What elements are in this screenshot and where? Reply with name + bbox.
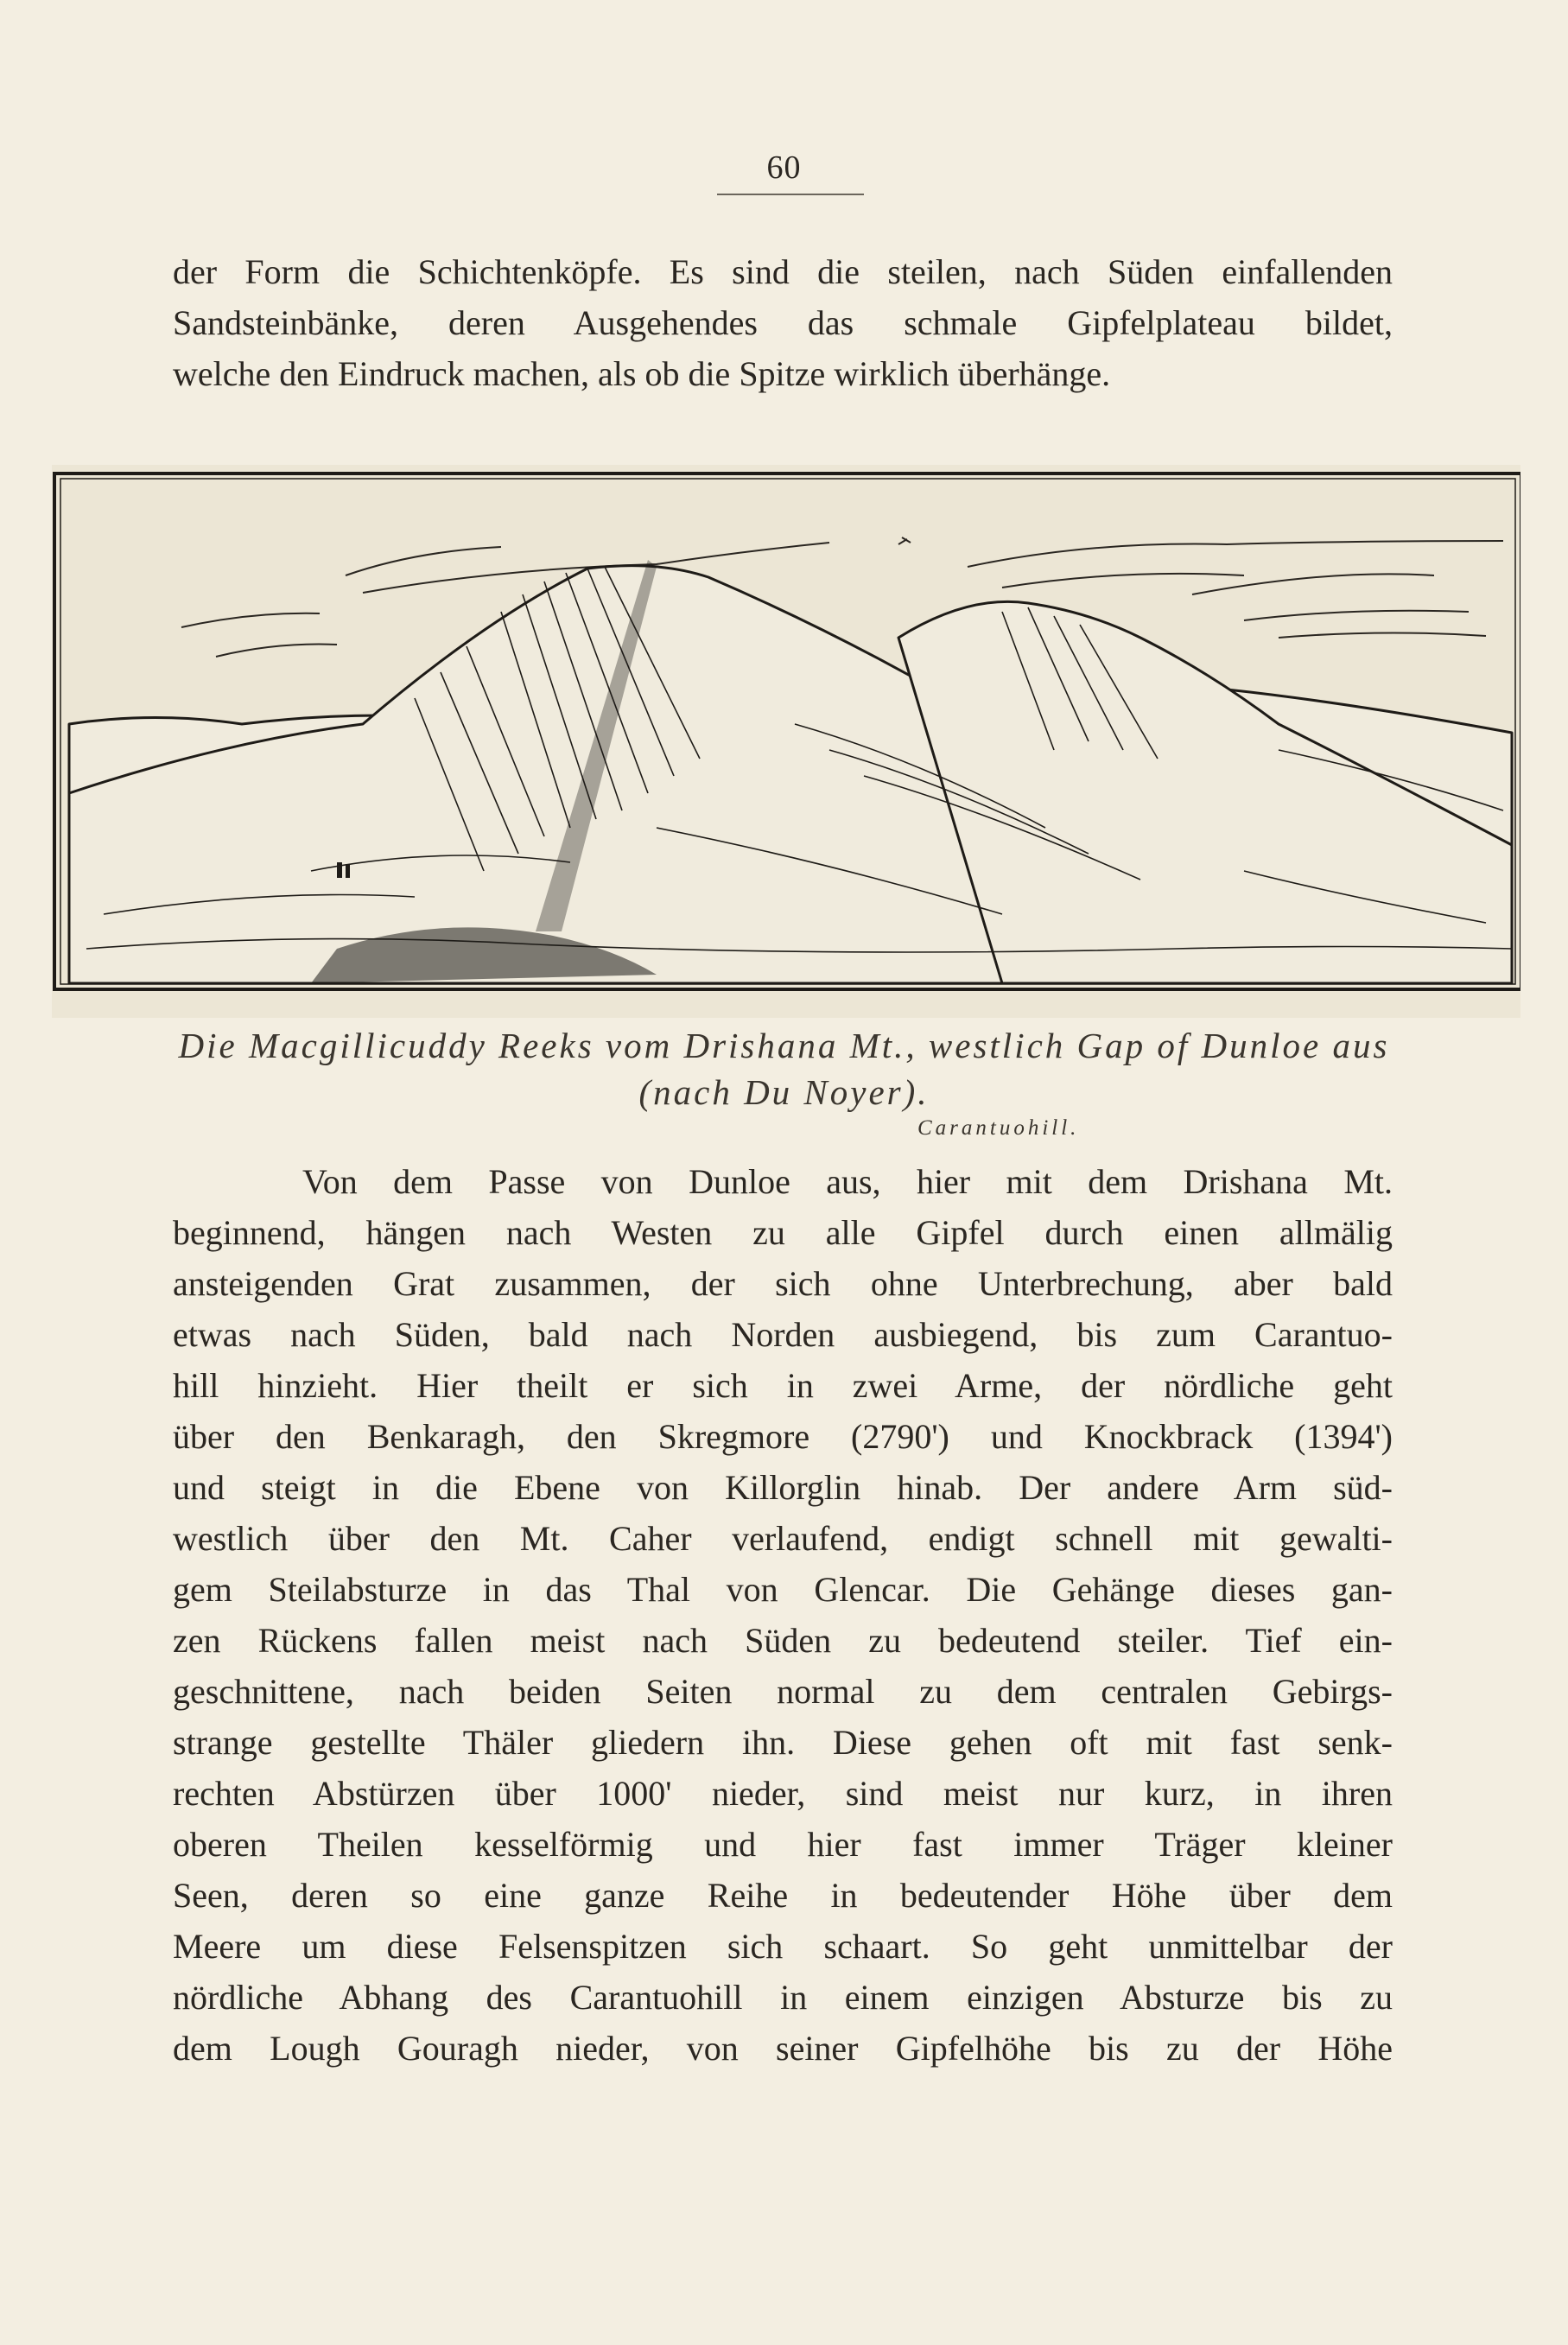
text-line: und steigt in die Ebene von Killorglin hinab. Der andere Arm süd- [173, 1468, 1393, 1507]
text-line: gem Steilabsturze in das Thal von Glencar. Die Gehänge dieses gan- [173, 1570, 1393, 1609]
text-line: welche den Eindruck machen, als ob die Spitze wirklich überhänge. [173, 354, 1111, 393]
text-line: etwas nach Süden, bald nach Norden ausbiegend, bis zum Carantuo- [173, 1315, 1393, 1354]
mountain-engraving [52, 465, 1520, 1018]
text-line: Meere um diese Felsenspitzen sich schaart. So geht unmittelbar der [173, 1927, 1393, 1966]
text-line: Seen, deren so eine ganze Reihe in bedeutender Höhe über dem [173, 1876, 1393, 1915]
text-line: geschnittene, nach beiden Seiten normal zu dem centralen Gebirgs- [173, 1672, 1393, 1711]
page-number-rule [717, 194, 864, 195]
text-line: westlich über den Mt. Caher verlaufend, endigt schnell mit gewalti- [173, 1519, 1393, 1558]
text-line: strange gestellte Thäler gliedern ihn. Diese gehen oft mit fast senk- [173, 1723, 1393, 1762]
text-line: hill hinzieht. Hier theilt er sich in zwei Arme, der nördliche geht [173, 1366, 1393, 1405]
top-paragraph [173, 246, 1393, 399]
caption-line: Die Macgillicuddy Reeks vom Drishana Mt., westlich Gap of Dunloe aus [178, 1026, 1390, 1065]
peak-label: Carantuohill. [917, 1116, 1080, 1140]
text-line: Von dem Passe von Dunloe aus, hier mit dem Drishana Mt. [302, 1162, 1393, 1201]
text-line: dem Lough Gouragh nieder, von seiner Gipfelhöhe bis zu der Höhe [173, 2029, 1393, 2068]
main-paragraph [173, 1156, 1393, 2074]
text-line: über den Benkaragh, den Skregmore (2790') und Knockbrack (1394') [173, 1417, 1393, 1456]
figure-caption [0, 1022, 1568, 1115]
caption-line: (nach Du Noyer). [638, 1072, 930, 1112]
text-line: rechten Abstürzen über 1000' nieder, sind meist nur kurz, in ihren [173, 1774, 1393, 1813]
text-line: nördliche Abhang des Carantuohill in einem einzigen Absturze bis zu [173, 1978, 1393, 2017]
mountain-illustration [52, 465, 1520, 1018]
text-line: zen Rückens fallen meist nach Süden zu bedeutend steiler. Tief ein- [173, 1621, 1393, 1660]
text-line: Sandsteinbänke, deren Ausgehendes das schmale Gipfelplateau bildet, [173, 303, 1393, 342]
text-line: oberen Theilen kesselförmig und hier fast immer Träger kleiner [173, 1825, 1393, 1864]
text-line: ansteigenden Grat zusammen, der sich ohne Unterbrechung, aber bald [173, 1264, 1393, 1303]
text-line: der Form die Schichtenköpfe. Es sind die steilen, nach Süden einfallenden [173, 252, 1393, 291]
page-number: 60 [766, 149, 802, 186]
text-line: beginnend, hängen nach Westen zu alle Gipfel durch einen allmälig [173, 1213, 1393, 1252]
